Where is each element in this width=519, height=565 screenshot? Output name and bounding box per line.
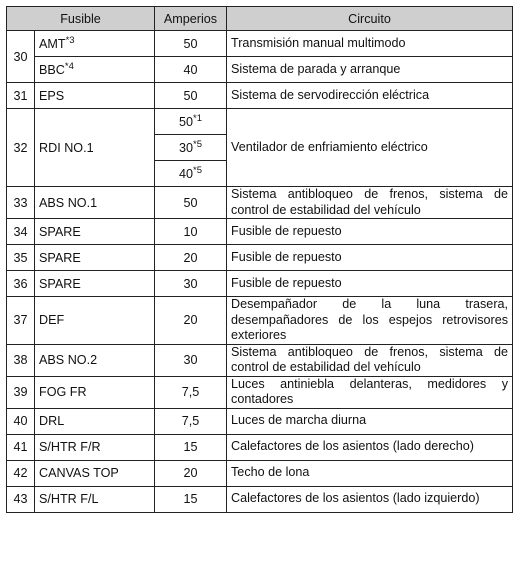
table-row: [7, 83, 513, 109]
fuse-circuit: Ventilador de enfriamiento eléctrico: [227, 109, 513, 187]
fuse-number: 30: [7, 31, 35, 83]
fuse-number: 37: [7, 297, 35, 345]
fuse-name: ABS NO.2: [35, 344, 155, 376]
table-row: [7, 408, 513, 434]
fuse-number: 35: [7, 245, 35, 271]
fuse-amps: 20: [155, 245, 227, 271]
header-fuse: Fusible: [7, 7, 155, 31]
table-row: [7, 109, 513, 135]
fuse-amps: 15: [155, 486, 227, 512]
fuse-number: 34: [7, 219, 35, 245]
fuse-amps: 20: [155, 460, 227, 486]
table-row: [7, 297, 513, 345]
fuse-number: 31: [7, 83, 35, 109]
table-row: [7, 460, 513, 486]
fuse-name: EPS: [35, 83, 155, 109]
fuse-name: BBC$^{*4}$: [35, 57, 155, 83]
header-circuit: Circuito: [227, 7, 513, 31]
fuse-number: 39: [7, 376, 35, 408]
fuse-amps: 7,5: [155, 376, 227, 408]
fuse-circuit: Fusible de repuesto: [227, 245, 513, 271]
fuse-amps: 50: [155, 187, 227, 219]
fuse-circuit: Transmisión manual multimodo: [227, 31, 513, 57]
fuse-number: 43: [7, 486, 35, 512]
fuse-amps: 20: [155, 297, 227, 345]
fuse-circuit: Sistema de parada y arranque: [227, 57, 513, 83]
fuse-amps: 50: [155, 83, 227, 109]
fuse-amps: 30: [155, 271, 227, 297]
fuse-amps: 30$^{*5}$: [155, 135, 227, 161]
header-amps: Amperios: [155, 7, 227, 31]
table-row: [7, 376, 513, 408]
fuse-circuit: Techo de lona: [227, 460, 513, 486]
table-row: [7, 31, 513, 57]
fuse-number: 41: [7, 434, 35, 460]
fuse-circuit: Desempañador de la luna trasera, desempañadores de los espejos retrovisores exteriores: [227, 297, 513, 345]
fuse-name: S/HTR F/L: [35, 486, 155, 512]
fuse-amps: 7,5: [155, 408, 227, 434]
fuse-number: 40: [7, 408, 35, 434]
fuse-amps: 50: [155, 31, 227, 57]
fuse-number: 32: [7, 109, 35, 187]
fuse-circuit: Sistema antibloqueo de frenos, sistema de control de estabilidad del vehículo: [227, 187, 513, 219]
fuse-number: 42: [7, 460, 35, 486]
fuse-amps: 40$^{*5}$: [155, 161, 227, 187]
fuse-number: 38: [7, 344, 35, 376]
fuse-name: SPARE: [35, 271, 155, 297]
table-row: [7, 344, 513, 376]
header-row: [7, 7, 513, 31]
fuse-name: SPARE: [35, 245, 155, 271]
fuse-circuit: Sistema de servodirección eléctrica: [227, 83, 513, 109]
table-row: [7, 486, 513, 512]
fuse-table: [6, 6, 513, 513]
fuse-name: RDI NO.1: [35, 109, 155, 187]
fuse-amps: 15: [155, 434, 227, 460]
fuse-name: ABS NO.1: [35, 187, 155, 219]
table-row: [7, 271, 513, 297]
fuse-circuit: Fusible de repuesto: [227, 219, 513, 245]
fuse-name: AMT$^{*3}$: [35, 31, 155, 57]
fuse-amps: 50$^{*1}$: [155, 109, 227, 135]
fuse-circuit: Luces antiniebla delanteras, medidores y contadores: [227, 376, 513, 408]
fuse-circuit: Calefactores de los asientos (lado izquierdo): [227, 486, 513, 512]
table-row: [7, 245, 513, 271]
fuse-circuit: Calefactores de los asientos (lado derecho): [227, 434, 513, 460]
fuse-circuit: Luces de marcha diurna: [227, 408, 513, 434]
table-row: [7, 434, 513, 460]
fuse-amps: 40: [155, 57, 227, 83]
fuse-name: CANVAS TOP: [35, 460, 155, 486]
fuse-name: DEF: [35, 297, 155, 345]
table-row: [7, 219, 513, 245]
table-row: [7, 187, 513, 219]
table-row: [7, 57, 513, 83]
fuse-amps: 30: [155, 344, 227, 376]
fuse-name: FOG FR: [35, 376, 155, 408]
fuse-number: 36: [7, 271, 35, 297]
fuse-number: 33: [7, 187, 35, 219]
fuse-name: S/HTR F/R: [35, 434, 155, 460]
fuse-name: SPARE: [35, 219, 155, 245]
fuse-name: DRL: [35, 408, 155, 434]
fuse-amps: 10: [155, 219, 227, 245]
fuse-circuit: Sistema antibloqueo de frenos, sistema de control de estabilidad del vehículo: [227, 344, 513, 376]
fuse-circuit: Fusible de repuesto: [227, 271, 513, 297]
